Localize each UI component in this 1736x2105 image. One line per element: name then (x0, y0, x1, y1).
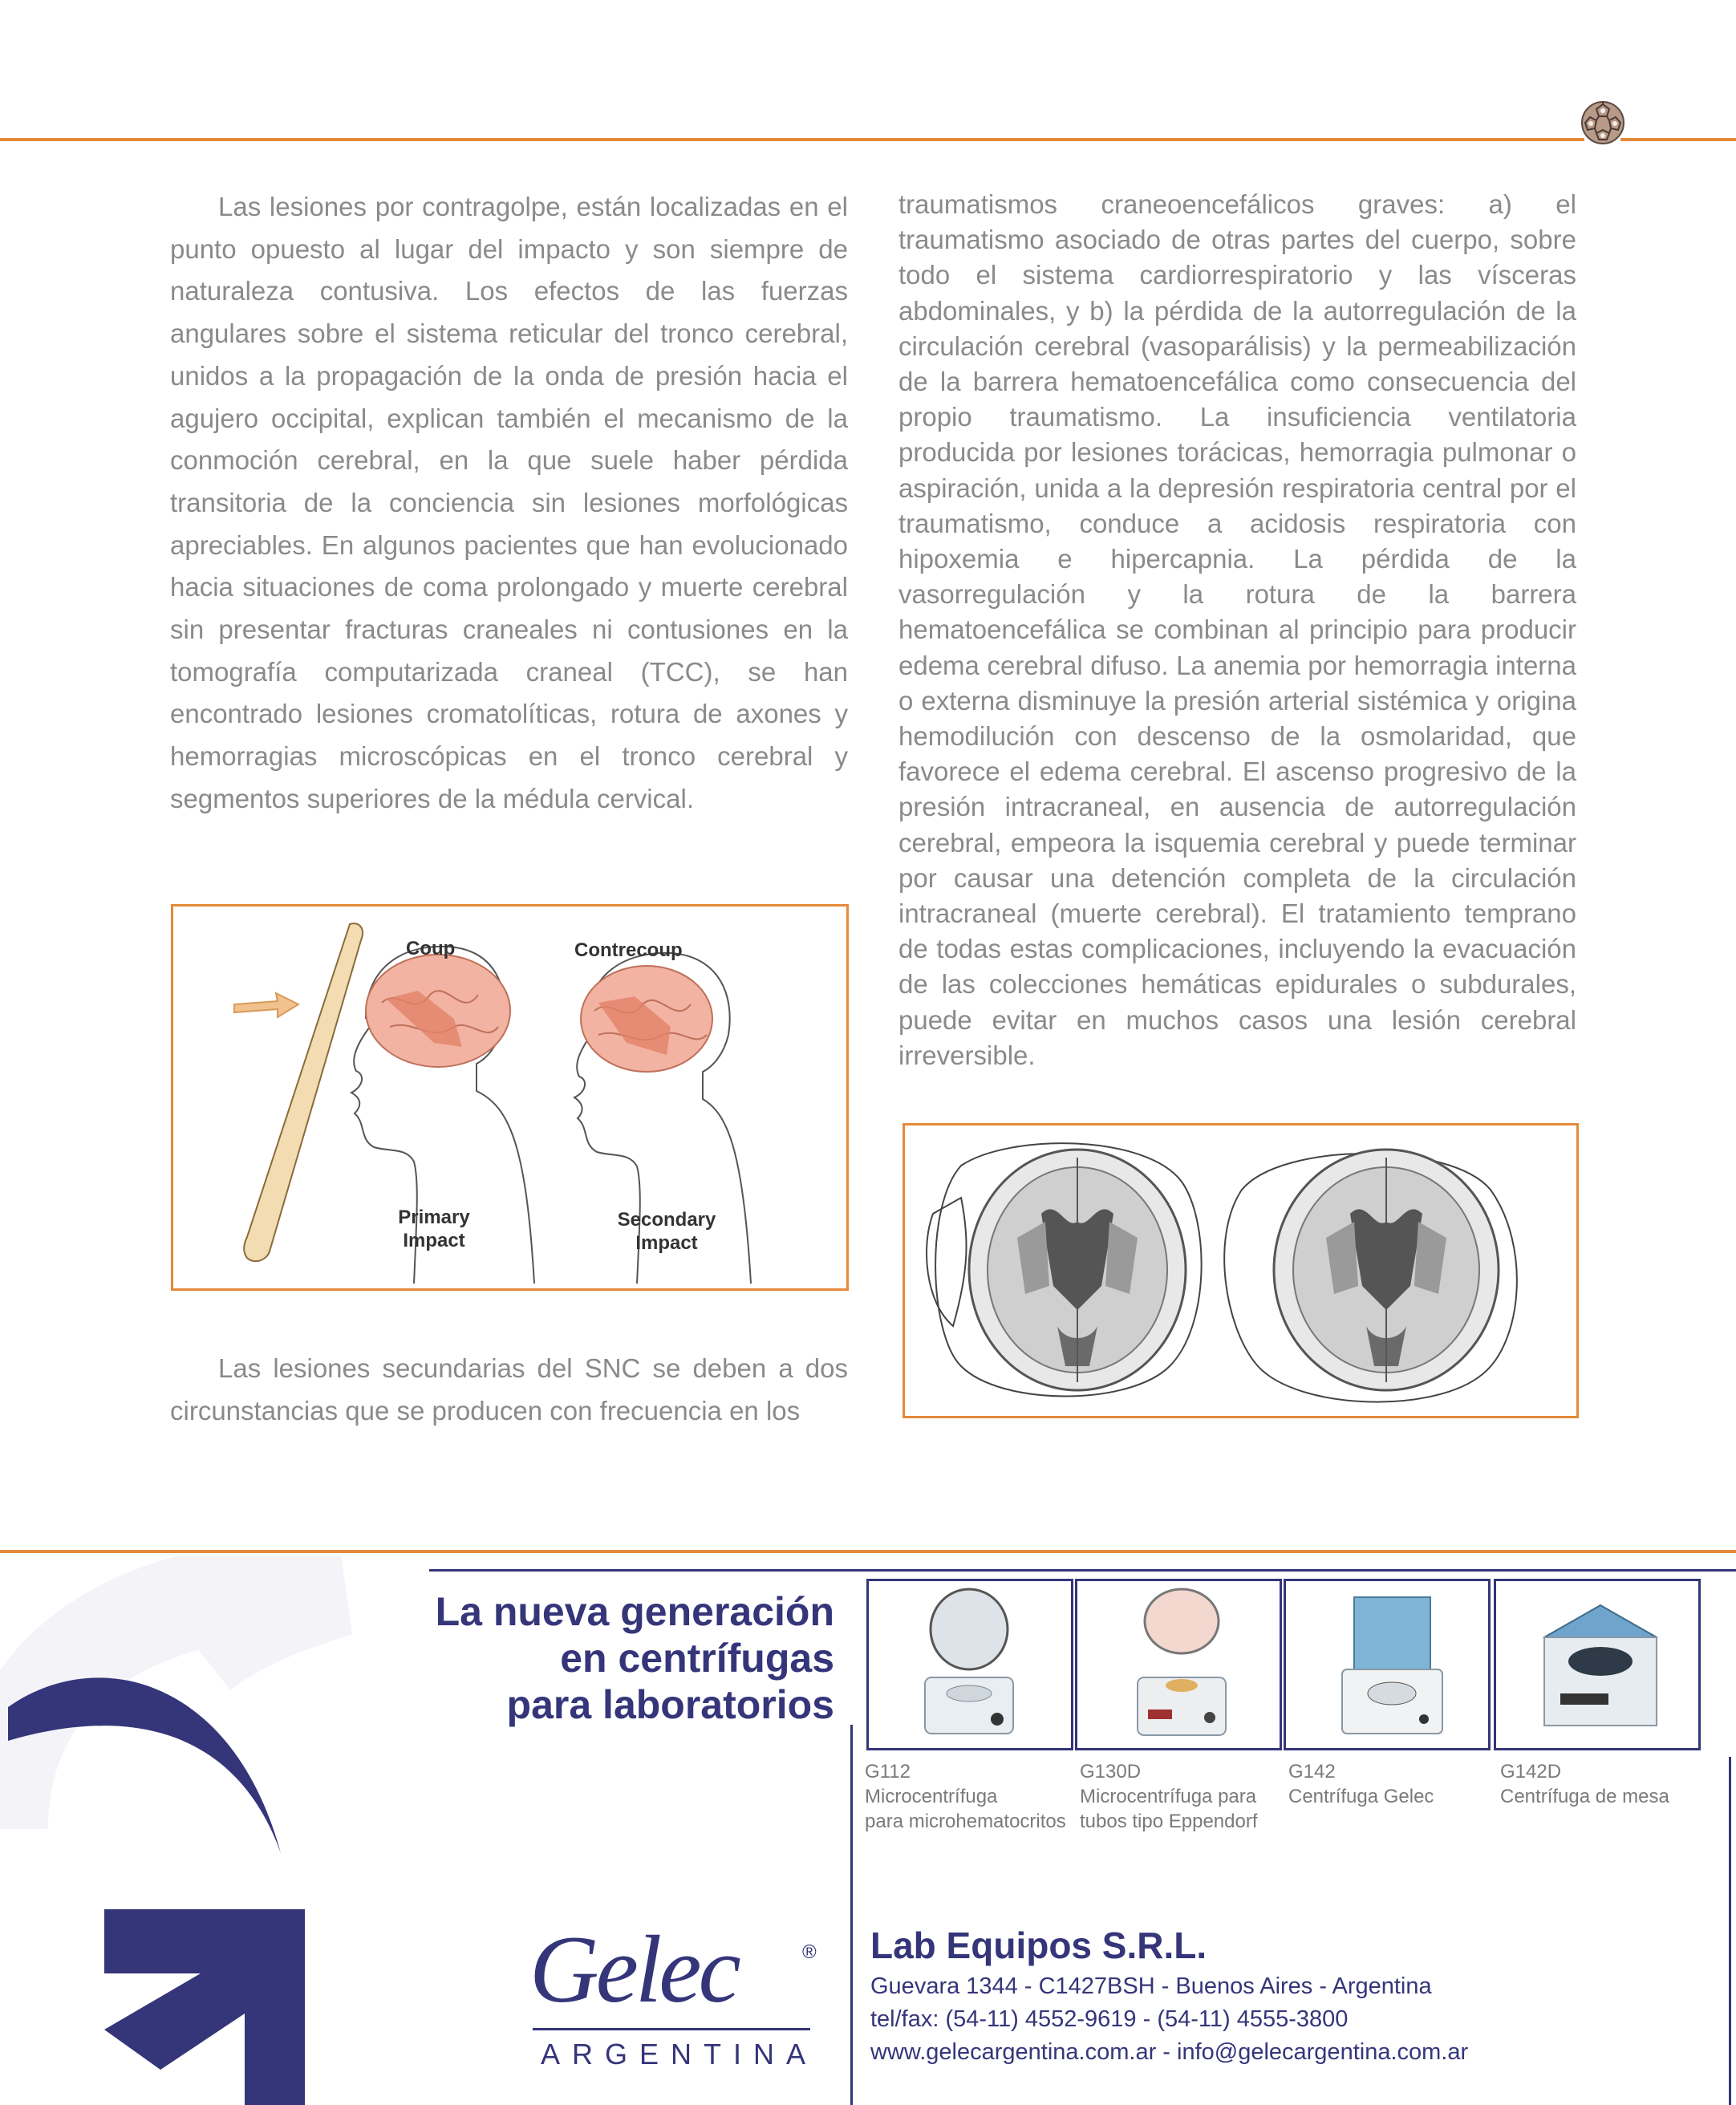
right-paragraph-1: traumatismos craneoencefálicos graves: a) el traumatismo asociado de otras partes del cuerpo, sobre todo el sistema cardiorrespiratorio y las vísceras abdominales, y b) la pérdida de la autorregulación de la circulación cerebral (vasoparálisis) y la permeabilización de la barrera hematoencefálica como consecuencia del propio traumatismo. La insuficiencia ventilatoria producida por lesiones torácicas, hemorragia pulmonar o aspiración, unida a la depresión respiratoria central por el traumatismo, conduce a acidosis respiratoria con hipoxemia e hipercapnia. La pérdida de la vasorregulación y la rotura de la barrera hematoencefálica se combinan al principio para producir edema cerebral difuso. La anemia por hemorragia interna o externa disminuye la presión arterial sistémica y origina hemodilución con descenso de la osmolaridad, que favorece el edema cerebral. El ascenso progresivo de la presión intracraneal, en ausencia de autorregulación cerebral, empeora la isquemia cerebral y puede terminar por causar una detención completa de la circulación intracraneal (muerte cerebral). El tratamiento temprano de todas estas complicaciones, incluyendo la evacuación de las colecciones hemáticas epidurales o subdurales, puede evitar en muchos casos una lesión cerebral irreversible. (898, 189, 1576, 1070)
product-caption-g142d (1500, 1759, 1669, 1809)
primary-label-1: Primary (398, 1207, 470, 1228)
primary-label-2: Impact (403, 1230, 465, 1251)
coup-contrecoup-illustration (173, 906, 846, 1288)
company-name: Lab Equipos S.R.L. (870, 1925, 1207, 1966)
product-desc-g130d-2: tubos tipo Eppendorf (1080, 1811, 1258, 1832)
footer-rule (0, 1550, 1736, 1553)
product-desc-g142-1: Centrífuga Gelec (1288, 1786, 1434, 1807)
brain-sections-figure (902, 1123, 1579, 1418)
right-column (898, 187, 1576, 1073)
left-column (170, 186, 848, 821)
product-code-g112: G112 (865, 1761, 911, 1783)
product-caption-g130d (1080, 1759, 1258, 1834)
ad-headline-line-2: en centrífugas (560, 1636, 834, 1681)
product-desc-g130d-1: Microcentrífuga para (1080, 1786, 1257, 1807)
product-code-g142d: G142D (1500, 1761, 1562, 1783)
product-code-g130d: G130D (1080, 1761, 1142, 1783)
product-desc-g142d-1: Centrífuga de mesa (1500, 1786, 1669, 1807)
secondary-label-2: Impact (635, 1232, 698, 1254)
ad-frame-right (1729, 1757, 1731, 2105)
company-phone: tel/fax: (54-11) 4552-9619 - (54-11) 4555-3800 (870, 2006, 1349, 2032)
ad-frame-top (429, 1569, 1736, 1572)
impact-arrow-icon (234, 993, 298, 1017)
ad-headline-line-1: La nueva generación (435, 1589, 834, 1634)
left-column-bottom (170, 1348, 848, 1432)
product-caption-g142 (1288, 1759, 1434, 1809)
ad-headline (353, 1588, 834, 1728)
coup-contrecoup-figure (171, 904, 849, 1291)
company-web-email[interactable]: www.gelecargentina.com.ar - info@gelecargentina.com.ar (870, 2039, 1469, 2065)
product-desc-g112-2: para microhematocritos (865, 1811, 1066, 1832)
header-rule (0, 138, 1584, 141)
gelec-logo (529, 1917, 834, 2078)
ad-headline-line-3: para laboratorios (506, 1682, 834, 1727)
fullerene-icon (1579, 95, 1627, 151)
gelec-logo-subtitle: ARGENTINA (541, 2038, 818, 2071)
product-image-g142 (1284, 1579, 1491, 1750)
ad-frame-vertical (850, 1725, 853, 2105)
brain-sections-illustration (905, 1126, 1576, 1416)
product-code-g142: G142 (1288, 1761, 1336, 1783)
header-rule-right (1620, 138, 1736, 141)
product-image-g142d (1494, 1579, 1701, 1750)
gelec-logo-registered: ® (802, 1941, 817, 1963)
gelec-logo-wordmark: Gelec (529, 1916, 738, 2022)
left-paragraph-1: Las lesiones por contragolpe, están localizadas en el punto opuesto al lugar del impacto y son siempre de naturaleza contusiva. Los efectos de las fuerzas angulares sobre el sistema reticular del tronco cerebral, unidos a la propagación de la onda de presión hacia el agujero occipital, explican también el mecanismo de la conmoción cerebral, en la que suele haber pérdida transitoria de la conciencia sin lesiones morfológicas apreciables. En algunos pacientes que han evolucionado hacia situaciones de coma prolongado y muerte cerebral sin presentar fracturas craneales ni contusiones en la tomografía computarizada craneal (TCC), se han encontrado lesiones cromatolíticas, rotura de axones y hemorragias microscópicas en el tronco cerebral y segmentos superiores de la médula cervical. (170, 192, 848, 813)
left-paragraph-2: Las lesiones secundarias del SNC se deben a dos circunstancias que se producen con frecuencia en los (170, 1353, 848, 1426)
baseball-bat (244, 923, 363, 1261)
product-image-g112 (866, 1579, 1073, 1750)
product-caption-g112 (865, 1759, 1066, 1834)
brain-section-left (927, 1143, 1202, 1396)
contrecoup-label: Contrecoup (574, 939, 683, 961)
product-image-g130d (1075, 1579, 1282, 1750)
secondary-label-1: Secondary (617, 1209, 716, 1231)
gelec-logo-underline (533, 2028, 810, 2030)
coup-label: Coup (406, 938, 456, 959)
company-address: Guevara 1344 - C1427BSH - Buenos Aires - Argentina (870, 1973, 1432, 1999)
brain-section-right (1224, 1150, 1517, 1402)
product-desc-g112-1: Microcentrífuga (865, 1786, 998, 1807)
